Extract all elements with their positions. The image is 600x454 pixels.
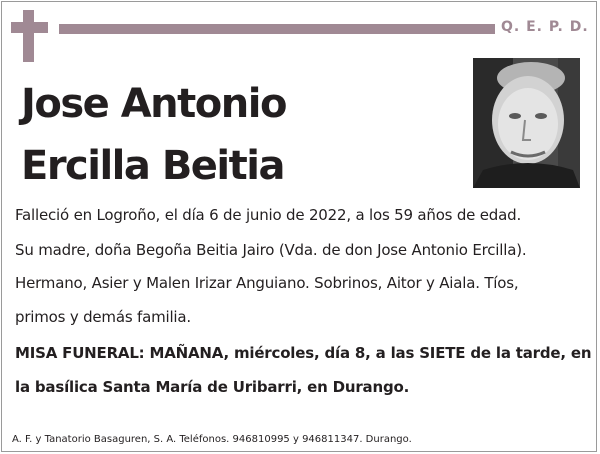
portrait-photo — [473, 58, 580, 188]
body-line-mass: MISA FUNERAL: MAÑANA, miércoles, día 8, a las SIETE de la tarde, en — [15, 344, 592, 362]
cross-icon-bar — [11, 22, 48, 33]
deceased-name-line2: Ercilla Beitia — [21, 143, 284, 189]
cross-icon — [23, 10, 34, 62]
deceased-name-line1: Jose Antonio — [21, 81, 286, 127]
body-line-death: Falleció en Logroño, el día 6 de junio de 2022, a los 59 años de edad. — [15, 206, 522, 224]
funeral-home-footer: A. F. y Tanatorio Basaguren, S. A. Teléfonos. 946810995 y 946811347. Durango. — [12, 434, 412, 445]
body-line-family: primos y demás familia. — [15, 308, 191, 326]
body-line-mother: Su madre, doña Begoña Beitia Jairo (Vda. de don Jose Antonio Ercilla). — [15, 241, 527, 259]
qepd-label: Q. E. P. D. — [501, 19, 589, 35]
body-line-location: la basílica Santa María de Uribarri, en Durango. — [15, 378, 410, 396]
header-band — [59, 24, 495, 34]
body-line-siblings: Hermano, Asier y Malen Irizar Anguiano. Sobrinos, Aitor y Aiala. Tíos, — [15, 274, 519, 292]
